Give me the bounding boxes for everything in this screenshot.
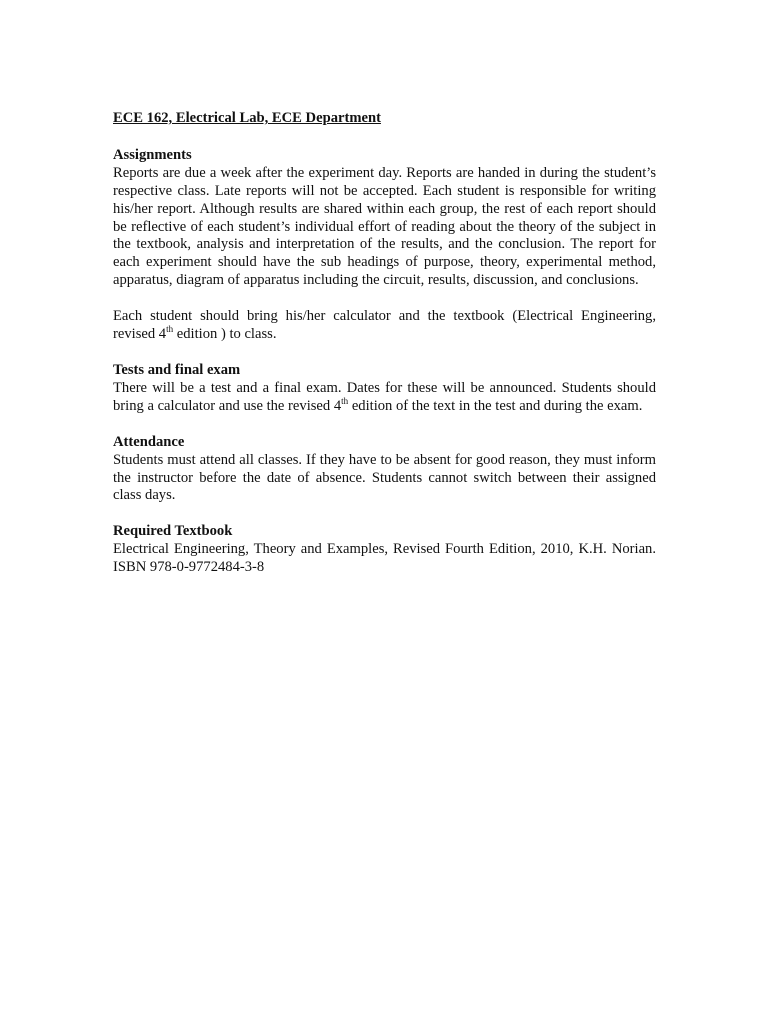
calculator-paragraph: [113, 308, 656, 344]
document-title: ECE 162, Electrical Lab, ECE Department: [113, 110, 381, 126]
assignments-paragraph: Reports are due a week after the experiment day. Reports are handed in during the student’s respective class. Late reports will not be accepted. Each student is responsible for writing his/her report. Although results are shared within each group, the rest of each report should be reflective of each student’s individual effort of reading about the theory of the subject in the textbook, analysis and interpretation of the results, and the conclusion. The report for each experiment should have the sub headings of purpose, theory, experimental method, apparatus, diagram of apparatus including the circuit, results, discussion, and conclusions.: [113, 164, 656, 289]
textbook-heading: Required Textbook: [113, 523, 233, 540]
edition-superscript: th: [166, 324, 174, 335]
tests-section: [113, 362, 656, 416]
document-page: [113, 110, 656, 595]
paragraph-gap: [113, 290, 656, 308]
attendance-section: [113, 434, 656, 506]
tests-text-before: There will be a test and a final exam. Dates for these will be announced. Students should bring a calculator and use the revised 4: [113, 379, 656, 414]
calculator-text-after: edition ) to class.: [173, 326, 277, 343]
assignments-section: [113, 147, 656, 344]
textbook-paragraph: Electrical Engineering, Theory and Examples, Revised Fourth Edition, 2010, K.H. Norian. ISBN 978-0-9772484-3-8: [113, 541, 656, 576]
assignments-heading: Assignments: [113, 146, 192, 163]
attendance-heading: Attendance: [113, 433, 185, 450]
textbook-section: [113, 523, 656, 577]
calculator-text-before: Each student should bring his/her calculator and the textbook (Electrical Engineering, revised 4: [113, 308, 656, 343]
tests-edition-superscript: th: [341, 395, 349, 406]
tests-text-after: edition of the text in the test and during the exam.: [348, 397, 643, 414]
tests-paragraph: [113, 380, 656, 416]
attendance-paragraph: Students must attend all classes. If they have to be absent for good reason, they must inform the instructor before the date of absence. Students cannot switch between their assigned class days.: [113, 451, 656, 504]
tests-heading: Tests and final exam: [113, 361, 241, 378]
